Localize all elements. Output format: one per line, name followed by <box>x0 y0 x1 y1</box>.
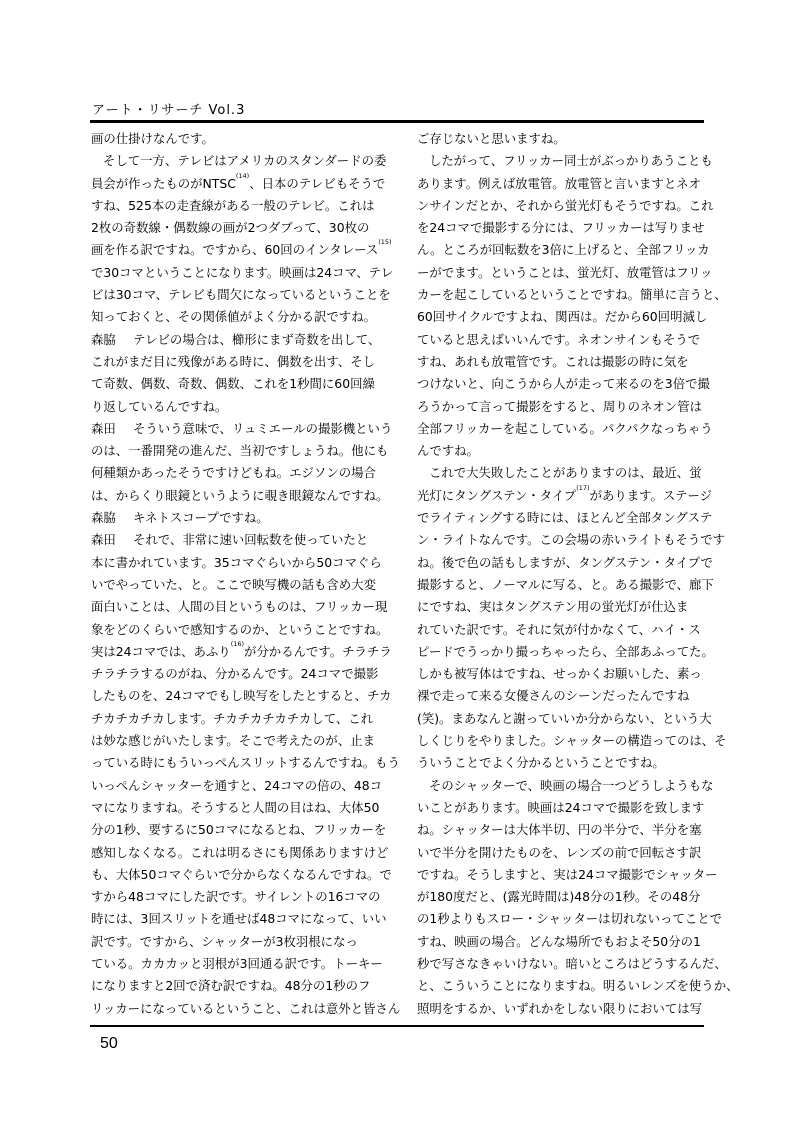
text-line <box>417 663 704 685</box>
line-text: マになりますね。そうすると人間の目はね、大体50 <box>91 799 380 815</box>
text-line <box>91 150 387 172</box>
line-text: チラチラするのがね、分かるんです。24コマで撮影 <box>91 666 379 682</box>
text-line <box>417 596 704 618</box>
line-text: そういう意味で、リュミエールの撮影機という <box>133 420 393 436</box>
line-text: ていると思えばいいんです。ネオンサインもそうで <box>417 331 701 347</box>
text-line <box>417 574 714 596</box>
line-text: 秒で写さなきゃいけない。暗いところはどうするんだ、 <box>417 955 727 971</box>
line-text: 光灯にタングステン・タイプ <box>417 487 577 503</box>
text-line <box>417 262 713 284</box>
line-text: これがまだ目に残像がある時に、偶数を出す、そし <box>91 353 375 369</box>
text-line <box>417 462 704 484</box>
text-line <box>91 462 378 484</box>
line-text: 画を作る訳ですね。ですから、60回のインタレース <box>91 242 379 258</box>
text-line <box>417 483 712 507</box>
text-line <box>417 685 704 707</box>
text-line <box>417 351 704 373</box>
header-rule <box>90 120 704 123</box>
line-text: のは、一番開発の進んだ、当初ですしょうね。他にも <box>91 443 389 459</box>
text-line <box>91 975 378 997</box>
line-text: (笑)。まあなんと謝っていいか分からない、という大 <box>417 710 712 726</box>
line-text: 撮影すると、ノーマルに写る、と。ある撮影で、廊下 <box>417 576 714 592</box>
line-text: の1秒よりもスロー・シャッターは切れないってことで <box>417 911 723 927</box>
line-text: ね。シャッターは大体半切、円の半分で、半分を塞 <box>417 822 702 838</box>
line-text: 感知しなくなる。これは明るさにも関係ありますけど <box>91 844 389 860</box>
text-line <box>417 752 704 774</box>
speaker-name: 森田 <box>91 420 116 436</box>
line-text: そのシャッターで、映画の場合一つどうしようもな <box>429 777 714 793</box>
line-text: て奇数、偶数、奇数、偶数、これを1秒間に60回繰 <box>91 376 375 392</box>
text-line <box>91 886 381 908</box>
text-line <box>91 238 392 261</box>
text-line <box>91 574 378 596</box>
text-line <box>417 908 723 930</box>
right-text-column <box>417 128 739 1020</box>
line-text: で30コマということになります。映画は24コマ、テレ <box>91 264 394 280</box>
line-text: があります。ステージ <box>589 487 712 503</box>
line-text: 面白いことは、人間の目というものは、フリッカー現 <box>91 599 388 615</box>
line-text: いで半分を開けたものを、レンズの前で回転さす訳 <box>417 844 702 860</box>
text-line <box>91 708 378 730</box>
line-text: しかも被写体はですね、せっかくお願いした、素っ <box>417 666 702 682</box>
text-line <box>91 529 378 551</box>
line-text: でライティングする時には、ほとんど全部タングステ <box>417 510 713 526</box>
line-text: 裸で走って来る女優さんのシーンだったんですね <box>417 688 690 704</box>
text-line <box>91 596 388 618</box>
text-line <box>91 685 392 707</box>
line-text: は妙な感じがいたします。そこで考えたのが、止ま <box>91 733 375 749</box>
line-text: したがって、フリッカー同士がぶっかりあうことも <box>429 153 713 169</box>
footnote-marker: (16) <box>230 639 245 648</box>
line-text: ん。ところが回転数を3倍に上げると、全部フリッカ <box>417 242 710 258</box>
line-text: ろうかって言って撮影をすると、周りのネオン管は <box>417 398 702 414</box>
text-line <box>417 931 704 953</box>
footnote-marker: (17) <box>576 483 590 492</box>
line-text: あります。例えば放電管。放電管と言いますとネオ <box>417 175 701 191</box>
line-text: を24コマで撮影する分には、フリッカーは写りませ <box>417 220 705 236</box>
line-text: ン・ライトなんです。この会場の赤いライトもそうです <box>417 532 726 548</box>
text-line <box>417 975 739 997</box>
line-text: すね、あれも放電管です。これは撮影の時に気を <box>417 353 689 369</box>
text-line <box>91 908 387 930</box>
text-line <box>91 864 392 886</box>
line-text: すね、525本の走査線がある一般のテレビ。これは <box>91 197 375 213</box>
text-line <box>91 284 391 306</box>
line-text: 60回サイクルですよね、関西は。だから60回明滅し <box>417 309 708 325</box>
line-text: は、からくり眼鏡というように覗き眼鏡なんですね。 <box>91 487 389 503</box>
line-text: ーがでます。ということは、蛍光灯、放電管はフリッ <box>417 264 713 280</box>
left-text-column <box>91 128 401 1020</box>
line-text: 訳です。ですから、シャッターが3枚羽根になっ <box>91 933 358 949</box>
line-text: 全部フリッカーを起こしている。パクパクなっちゃう <box>417 420 713 436</box>
text-line <box>417 173 704 195</box>
line-text: いでやっていた、と。ここで映写機の話も含め大変 <box>91 576 376 592</box>
text-line <box>417 797 704 819</box>
line-text: 知っておくと、その関係値がよく分かる訳ですね。 <box>91 309 376 325</box>
text-line <box>417 708 712 730</box>
line-text: ピードでうっかり撮っちゃったら、全部あふってた。 <box>417 643 714 659</box>
text-line <box>91 730 378 752</box>
text-line <box>91 842 389 864</box>
line-text: んですね。 <box>417 443 479 459</box>
text-line <box>91 819 387 841</box>
text-line <box>91 396 378 418</box>
line-text: ね。後で色の話もしますが、タングステン・タイプで <box>417 554 713 570</box>
text-line <box>417 886 704 908</box>
text-line <box>91 418 393 440</box>
line-text: 時には、3回スリットを通せば48コマになって、いい <box>91 911 387 927</box>
line-text: が分かるんです。チラチラ <box>244 643 392 659</box>
line-text: いっぺんシャッターを通すと、24コマの倍の、48コ <box>91 777 382 793</box>
line-text: 本に書かれています。35コマぐらいから50コマぐら <box>91 554 382 570</box>
speaker-name: 森脇 <box>91 510 116 526</box>
line-text: しくじりをやりました。シャッターの構造ってのは、そ <box>417 733 727 749</box>
text-line <box>91 639 392 663</box>
text-line <box>417 619 704 641</box>
line-text: ですね。そうしますと、実は24コマ撮影でシャッター <box>417 866 718 882</box>
line-text: カーを起こしているということですね。簡単に言うと、 <box>417 287 727 303</box>
text-line <box>417 396 704 418</box>
line-text: 実は24コマでは、あふり <box>91 643 231 659</box>
text-line <box>91 351 378 373</box>
text-line <box>417 552 713 574</box>
line-text: 画の仕掛けなんです。 <box>91 131 214 146</box>
text-line <box>91 752 400 774</box>
text-line <box>417 306 708 328</box>
line-text: っている時にもういっぺんスリットするんですね。もう <box>91 755 400 771</box>
text-line <box>417 730 727 752</box>
text-line <box>417 195 714 217</box>
line-text: 象をどのくらいで感知するのか、ということですね。 <box>91 621 389 637</box>
text-line <box>417 329 704 351</box>
text-line <box>91 775 382 797</box>
line-text: 、日本のテレビもそうで <box>249 175 386 191</box>
text-line <box>91 306 378 328</box>
line-text: と、こういうことになりますね。明るいレンズを使うか、 <box>417 978 739 994</box>
journal-title: アート・リサーチ Vol.3 <box>92 103 246 118</box>
text-line <box>91 619 389 641</box>
text-line <box>91 440 389 462</box>
footer-rule <box>90 1025 704 1027</box>
line-text: ビは30コマ、テレビも間欠になっているということを <box>91 287 391 303</box>
line-text: 分の1秒、要するに50コマになるとね、フリッカーを <box>91 822 387 838</box>
text-line <box>91 171 386 195</box>
text-line <box>91 797 378 819</box>
line-text: チカチカチカします。チカチカチカチカして、これ <box>91 710 374 726</box>
line-text: り返しているんですね。 <box>91 398 228 414</box>
footnote-marker: (14) <box>235 171 250 180</box>
text-line <box>417 150 713 172</box>
page-number: 50 <box>100 1035 118 1052</box>
line-text: 何種類かあったそうですけどもね。エジソンの場合 <box>91 465 376 481</box>
text-line <box>417 998 704 1020</box>
line-text: テレビの場合は、櫛形にまず奇数を出して、 <box>133 331 381 347</box>
line-text: にですね、実はタングステン用の蛍光灯が仕込ま <box>417 599 689 615</box>
text-line <box>417 284 727 306</box>
text-line <box>417 864 718 886</box>
line-text: も、大体50コマぐらいで分からなくなるんですね。で <box>91 866 392 882</box>
text-line <box>417 239 710 261</box>
text-line <box>417 819 704 841</box>
text-line <box>91 128 378 150</box>
text-line <box>91 552 382 574</box>
line-text: ご存じないと思いますね。 <box>417 131 566 146</box>
line-text: キネトスコープですね。 <box>133 510 269 526</box>
line-text: れていた訳です。それに気が付かなくて、ハイ・ス <box>417 621 701 637</box>
text-line <box>91 663 378 685</box>
text-line <box>417 373 710 395</box>
text-line <box>417 842 704 864</box>
line-text: になりますと2回で済む訳ですね。48分の1秒のフ <box>91 978 371 994</box>
speaker-name: 森脇 <box>91 331 116 347</box>
text-line <box>417 217 704 239</box>
line-text: リッカーになっているということ、これは意外と皆さん <box>91 1000 401 1016</box>
text-line <box>417 440 704 462</box>
text-line <box>91 329 381 351</box>
line-text: いことがあります。映画は24コマで撮影を致します <box>417 799 705 815</box>
line-text: ている。カカカッと羽根が3回通る訳です。トーキー <box>91 955 383 971</box>
line-text: すから48コマにした訳です。サイレントの16コマの <box>91 889 381 905</box>
line-text: つけないと、向こうから人が走って来るのを3倍で撮 <box>417 376 710 392</box>
line-text: 員会が作ったものがNTSC <box>91 175 236 191</box>
line-text: ンサインだとか、それから蛍光灯もそうですね。これ <box>417 197 714 213</box>
line-text: これで大失敗したことがありますのは、最近、蛍 <box>429 465 702 481</box>
text-line <box>417 953 727 975</box>
line-text: 照明をするか、いずれかをしない限りにおいては写 <box>417 1000 702 1016</box>
text-line <box>91 931 378 953</box>
text-line <box>417 128 704 150</box>
line-text: ういうことでよく分かるということですね。 <box>417 755 665 771</box>
line-text: すね、映画の場合。どんな場所でもおよそ50分の1 <box>417 933 701 949</box>
text-line <box>417 641 714 663</box>
speaker-name: 森田 <box>91 532 116 548</box>
text-line <box>417 775 714 797</box>
text-line <box>91 953 383 975</box>
footnote-marker: (15) <box>378 238 392 247</box>
text-line <box>91 262 394 284</box>
line-text: したものを、24コマでもし映写をしたとすると、チカ <box>91 688 392 704</box>
text-line <box>91 195 378 217</box>
text-line <box>91 507 378 529</box>
line-text: が180度だと、(露光時間は)48分の1秒。その48分 <box>417 889 701 905</box>
text-line <box>417 529 726 551</box>
text-line <box>91 485 389 507</box>
line-text: 2枚の奇数線・偶数線の画が2つダブって、30枚の <box>91 220 370 236</box>
text-line <box>91 217 378 239</box>
text-line <box>417 507 713 529</box>
line-text: そして一方、テレビはアメリカのスタンダードの委 <box>103 153 387 169</box>
text-line <box>91 373 378 395</box>
line-text: それで、非常に速い回転数を使っていたと <box>133 532 369 548</box>
text-line <box>417 418 713 440</box>
text-line <box>91 998 401 1020</box>
